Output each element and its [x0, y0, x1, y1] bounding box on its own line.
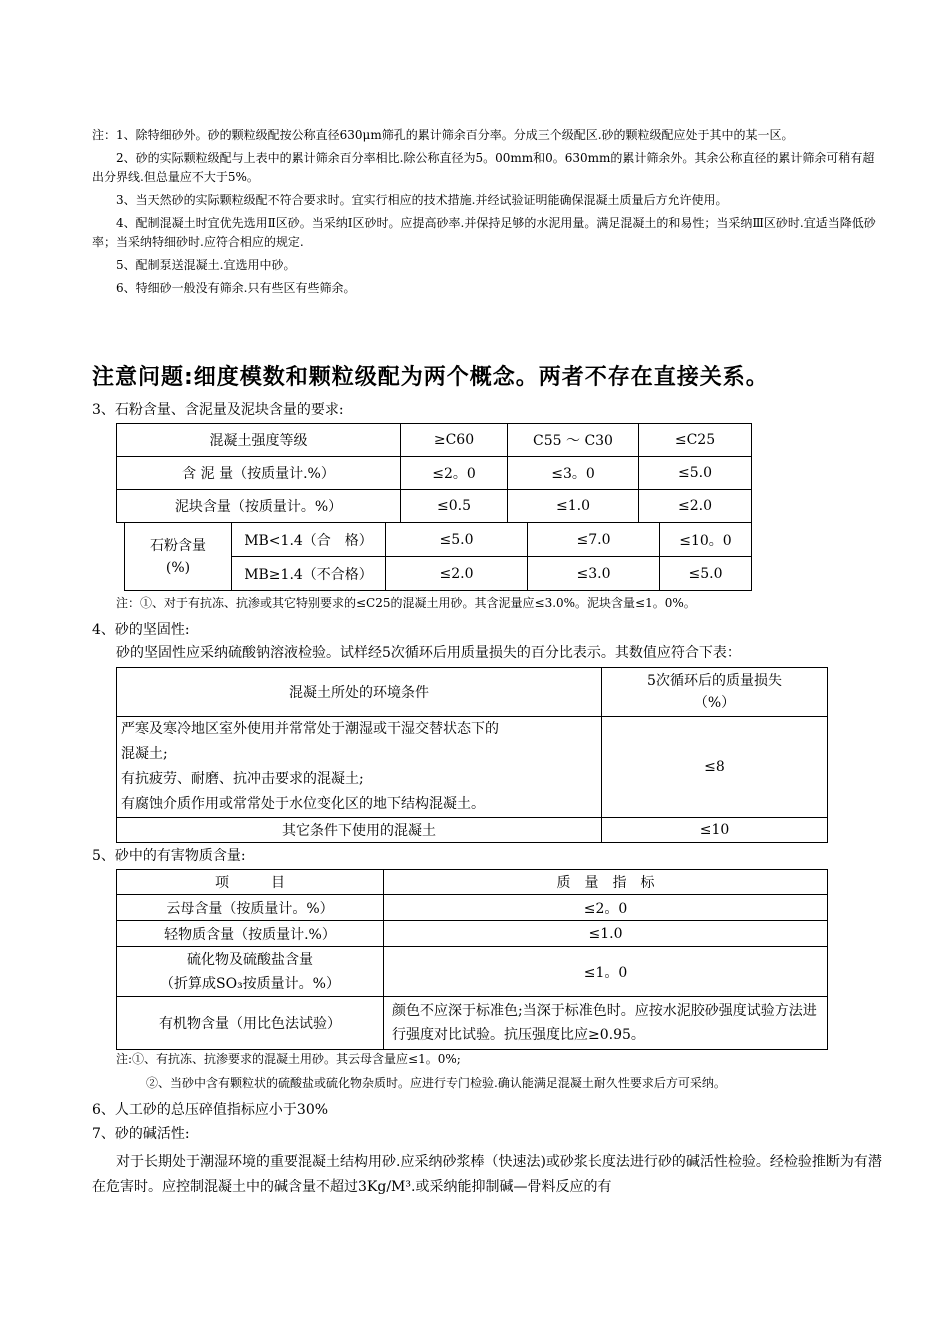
cell-line: （折算成SO₃按质量计。%） [160, 975, 340, 992]
table-cell: ≤3。0 [508, 457, 639, 490]
condition-line: 混凝土; [121, 746, 168, 762]
table-cell: ≤2。0 [384, 895, 828, 921]
table-cell: ≤2。0 [401, 457, 508, 490]
header-line: （%） [693, 695, 736, 711]
header-line: 5次循环后的质量损失 [647, 673, 782, 689]
table-cell [117, 947, 384, 997]
note-6: 6、特细砂一般没有筛余.只有些区有些筛余。 [116, 281, 356, 295]
table-cell: 有机物含量（用比色法试验） [117, 997, 384, 1050]
header-cell: ≥C60 [401, 424, 508, 457]
stone-powder-table [124, 522, 752, 591]
section-5-title: 5、砂中的有害物质含量: [92, 848, 246, 864]
section-5-note-1: 注:①、有抗冻、抗渗要求的混凝土用砂。其云母含量应≤1。0%; [116, 1052, 461, 1066]
condition-line: 严寒及寒冷地区室外使用并常常处于潮湿或干湿交替状态下的 [121, 721, 499, 737]
table-cell: ≤1。0 [384, 947, 828, 997]
header-cell [602, 668, 828, 717]
section-7-title: 7、砂的碱活性: [92, 1126, 190, 1142]
clay-content-table [116, 423, 752, 523]
header-cell: 项 目 [117, 870, 384, 895]
cell-line: 硫化物及硫酸盐含量 [187, 951, 313, 968]
note-1: 注：1、除特细砂外。砂的颗粒级配按公称直径630μm筛孔的累计筛余百分率。分成三个级配区.砂的颗粒级配应处于其中的某一区。 [92, 128, 794, 142]
section-7-body: 对于长期处于潮湿环境的重要混凝土结构用砂.应采纳砂浆棒（快速法)或砂浆长度法进行砂的碱活性检验。经检验推断为有潜在危害时。应控制混凝土中的碱含量不超过3Kg/M³.或采纳能抑制碱—骨料反应的有 [92, 1154, 882, 1195]
table-cell: ≤1.0 [508, 490, 639, 523]
header-cell: 混凝土强度等级 [117, 424, 401, 457]
section-3-title: 3、石粉含量、含泥量及泥块含量的要求: [92, 402, 344, 418]
harmful-substances-table [116, 869, 828, 1050]
table-cell: 其它条件下使用的混凝土 [117, 818, 602, 843]
condition-line: 有腐蚀介质作用或常常处于水位变化区的地下结构混凝土。 [121, 796, 485, 812]
table-cell: ≤8 [602, 717, 828, 818]
table-cell: ≤3.0 [528, 557, 660, 591]
table-cell: ≤0.5 [401, 490, 508, 523]
stone-powder-unit: (%) [165, 559, 191, 576]
note-4: 4、配制混凝土时宜优先选用Ⅱ区砂。当采纳Ⅰ区砂时。应提高砂率.并保持足够的水泥用量。满足混凝土的和易性；当采纳Ⅲ区砂时.宜适当降低砂率；当采纳特细砂时.应符合相应的规定. [92, 216, 876, 249]
table-cell: 含 泥 量（按质量计.%） [117, 457, 401, 490]
table-cell: ≤5.0 [660, 557, 752, 591]
section-6: 6、人工砂的总压碎值指标应小于30% [92, 1102, 329, 1118]
sieve-notes [92, 126, 884, 298]
table-cell: MB<1.4（合 格） [232, 523, 386, 557]
table-cell: 云母含量（按质量计。%） [117, 895, 384, 921]
table-cell: MB≥1.4（不合格） [232, 557, 386, 591]
table-cell: 颜色不应深于标准色;当深于标准色时。应按水泥胶砂强度试验方法进行强度对比试验。抗压强度比应≥0.95。 [384, 997, 828, 1050]
header-cell: C55 ～ C30 [508, 424, 639, 457]
table-cell: ≤10。0 [660, 523, 752, 557]
note-2: 2、砂的实际颗粒级配与上表中的累计筛余百分率相比.除公称直径为5。00mm和0。630mm的累计筛余外。其余公称直径的累计筛余可稍有超出分界线.但总量应不大于5%。 [92, 151, 875, 184]
stone-powder-label: 石粉含量 [150, 537, 206, 554]
table-cell: 轻物质含量（按质量计.%） [117, 921, 384, 947]
table-cell: ≤7.0 [528, 523, 660, 557]
table-cell: ≤2.0 [386, 557, 528, 591]
headline: 注意问题:细度模数和颗粒级配为两个概念。两者不存在直接关系。 [92, 365, 769, 390]
header-cell: ≤C25 [639, 424, 752, 457]
section-3-note: 注：①、对于有抗冻、抗渗或其它特别要求的≤C25的混凝土用砂。其含泥量应≤3.0%。泥块含量≤1。0%。 [116, 596, 696, 610]
table-cell: ≤10 [602, 818, 828, 843]
stone-powder-label-cell [125, 523, 232, 591]
header-cell: 混凝土所处的环境条件 [117, 668, 602, 717]
section-4-title: 4、砂的坚固性: [92, 622, 190, 638]
condition-cell [117, 717, 602, 818]
header-cell: 质 量 指 标 [384, 870, 828, 895]
table-cell: ≤5.0 [386, 523, 528, 557]
table-cell: ≤5.0 [639, 457, 752, 490]
table-cell: ≤2.0 [639, 490, 752, 523]
table-cell: 泥块含量（按质量计。%） [117, 490, 401, 523]
condition-line: 有抗疲劳、耐磨、抗冲击要求的混凝土; [121, 771, 364, 787]
soundness-table [116, 667, 828, 843]
table-cell: ≤1.0 [384, 921, 828, 947]
note-3: 3、当天然砂的实际颗粒级配不符合要求时。宜实行相应的技术措施.并经试验证明能确保混凝土质量后方允许使用。 [116, 193, 728, 207]
section-4-intro: 砂的坚固性应采纳硫酸钠溶液检验。试样经5次循环后用质量损失的百分比表示。其数值应符合下表： [116, 645, 741, 661]
note-5: 5、配制泵送混凝土.宜选用中砂。 [116, 258, 296, 272]
section-5-note-2: ②、当砂中含有颗粒状的硫酸盐或硫化物杂质时。应进行专门检验.确认能满足混凝土耐久性要求后方可采纳。 [146, 1076, 726, 1090]
